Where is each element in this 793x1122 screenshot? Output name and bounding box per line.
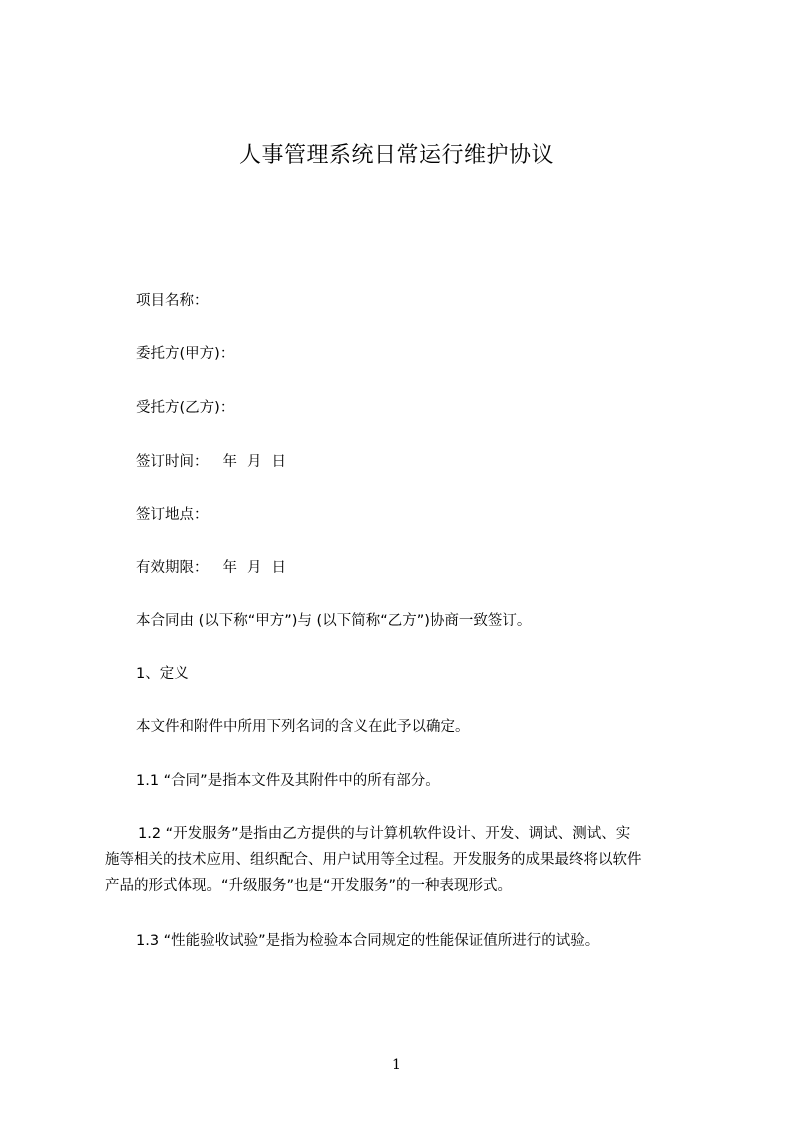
page-number: 1: [392, 1057, 401, 1073]
party-b-label: 受托方(乙方)：: [136, 400, 235, 416]
sign-time-label: 签订时间：: [136, 454, 209, 470]
validity-label: 有效期限：: [136, 560, 209, 576]
definition-1-2-line-2: 施等相关的技术应用、组织配合、用户试用等全过程。开发服务的成果最终将以软件: [105, 852, 642, 868]
day-placeholder: 日: [271, 454, 286, 470]
project-name-field: [136, 291, 209, 311]
sign-place-field: [136, 505, 209, 525]
validity-year-placeholder: 年: [222, 560, 237, 576]
definition-1-3: 1.3 “性能验收试验”是指为检验本合同规定的性能保证值所进行的试验。: [136, 933, 600, 949]
definition-1-1: 1.1 “合同”是指本文件及其附件中的所有部分。: [136, 773, 440, 789]
validity-day-placeholder: 日: [271, 560, 286, 576]
sign-time-field: [136, 452, 286, 472]
party-a-label: 委托方(甲方)：: [136, 346, 235, 362]
party-a-field: [136, 344, 234, 364]
definition-1-2-line-3: 产品的形式体现。“升级服务”也是“开发服务”的一种表现形式。: [105, 878, 513, 894]
year-placeholder: 年: [222, 454, 237, 470]
definition-1-2-line-1: 1.2 “开发服务”是指由乙方提供的与计算机软件设计、开发、调试、测试、实: [138, 826, 631, 842]
sign-place-label: 签订地点：: [136, 507, 209, 523]
validity-field: [136, 558, 286, 578]
document-title: 人事管理系统日常运行维护协议: [238, 143, 554, 168]
intro-paragraph: 本合同由 (以下称“甲方”)与 (以下简称“乙方”)协商一致签订。: [136, 613, 532, 629]
party-b-field: [136, 398, 234, 418]
section-1-lead: 本文件和附件中所用下列名词的含义在此予以确定。: [136, 719, 470, 735]
validity-month-placeholder: 月: [247, 560, 262, 576]
project-name-label: 项目名称：: [136, 293, 209, 309]
month-placeholder: 月: [247, 454, 262, 470]
definition-1-2: [105, 821, 710, 899]
section-1-heading: 1、定义: [136, 666, 189, 682]
